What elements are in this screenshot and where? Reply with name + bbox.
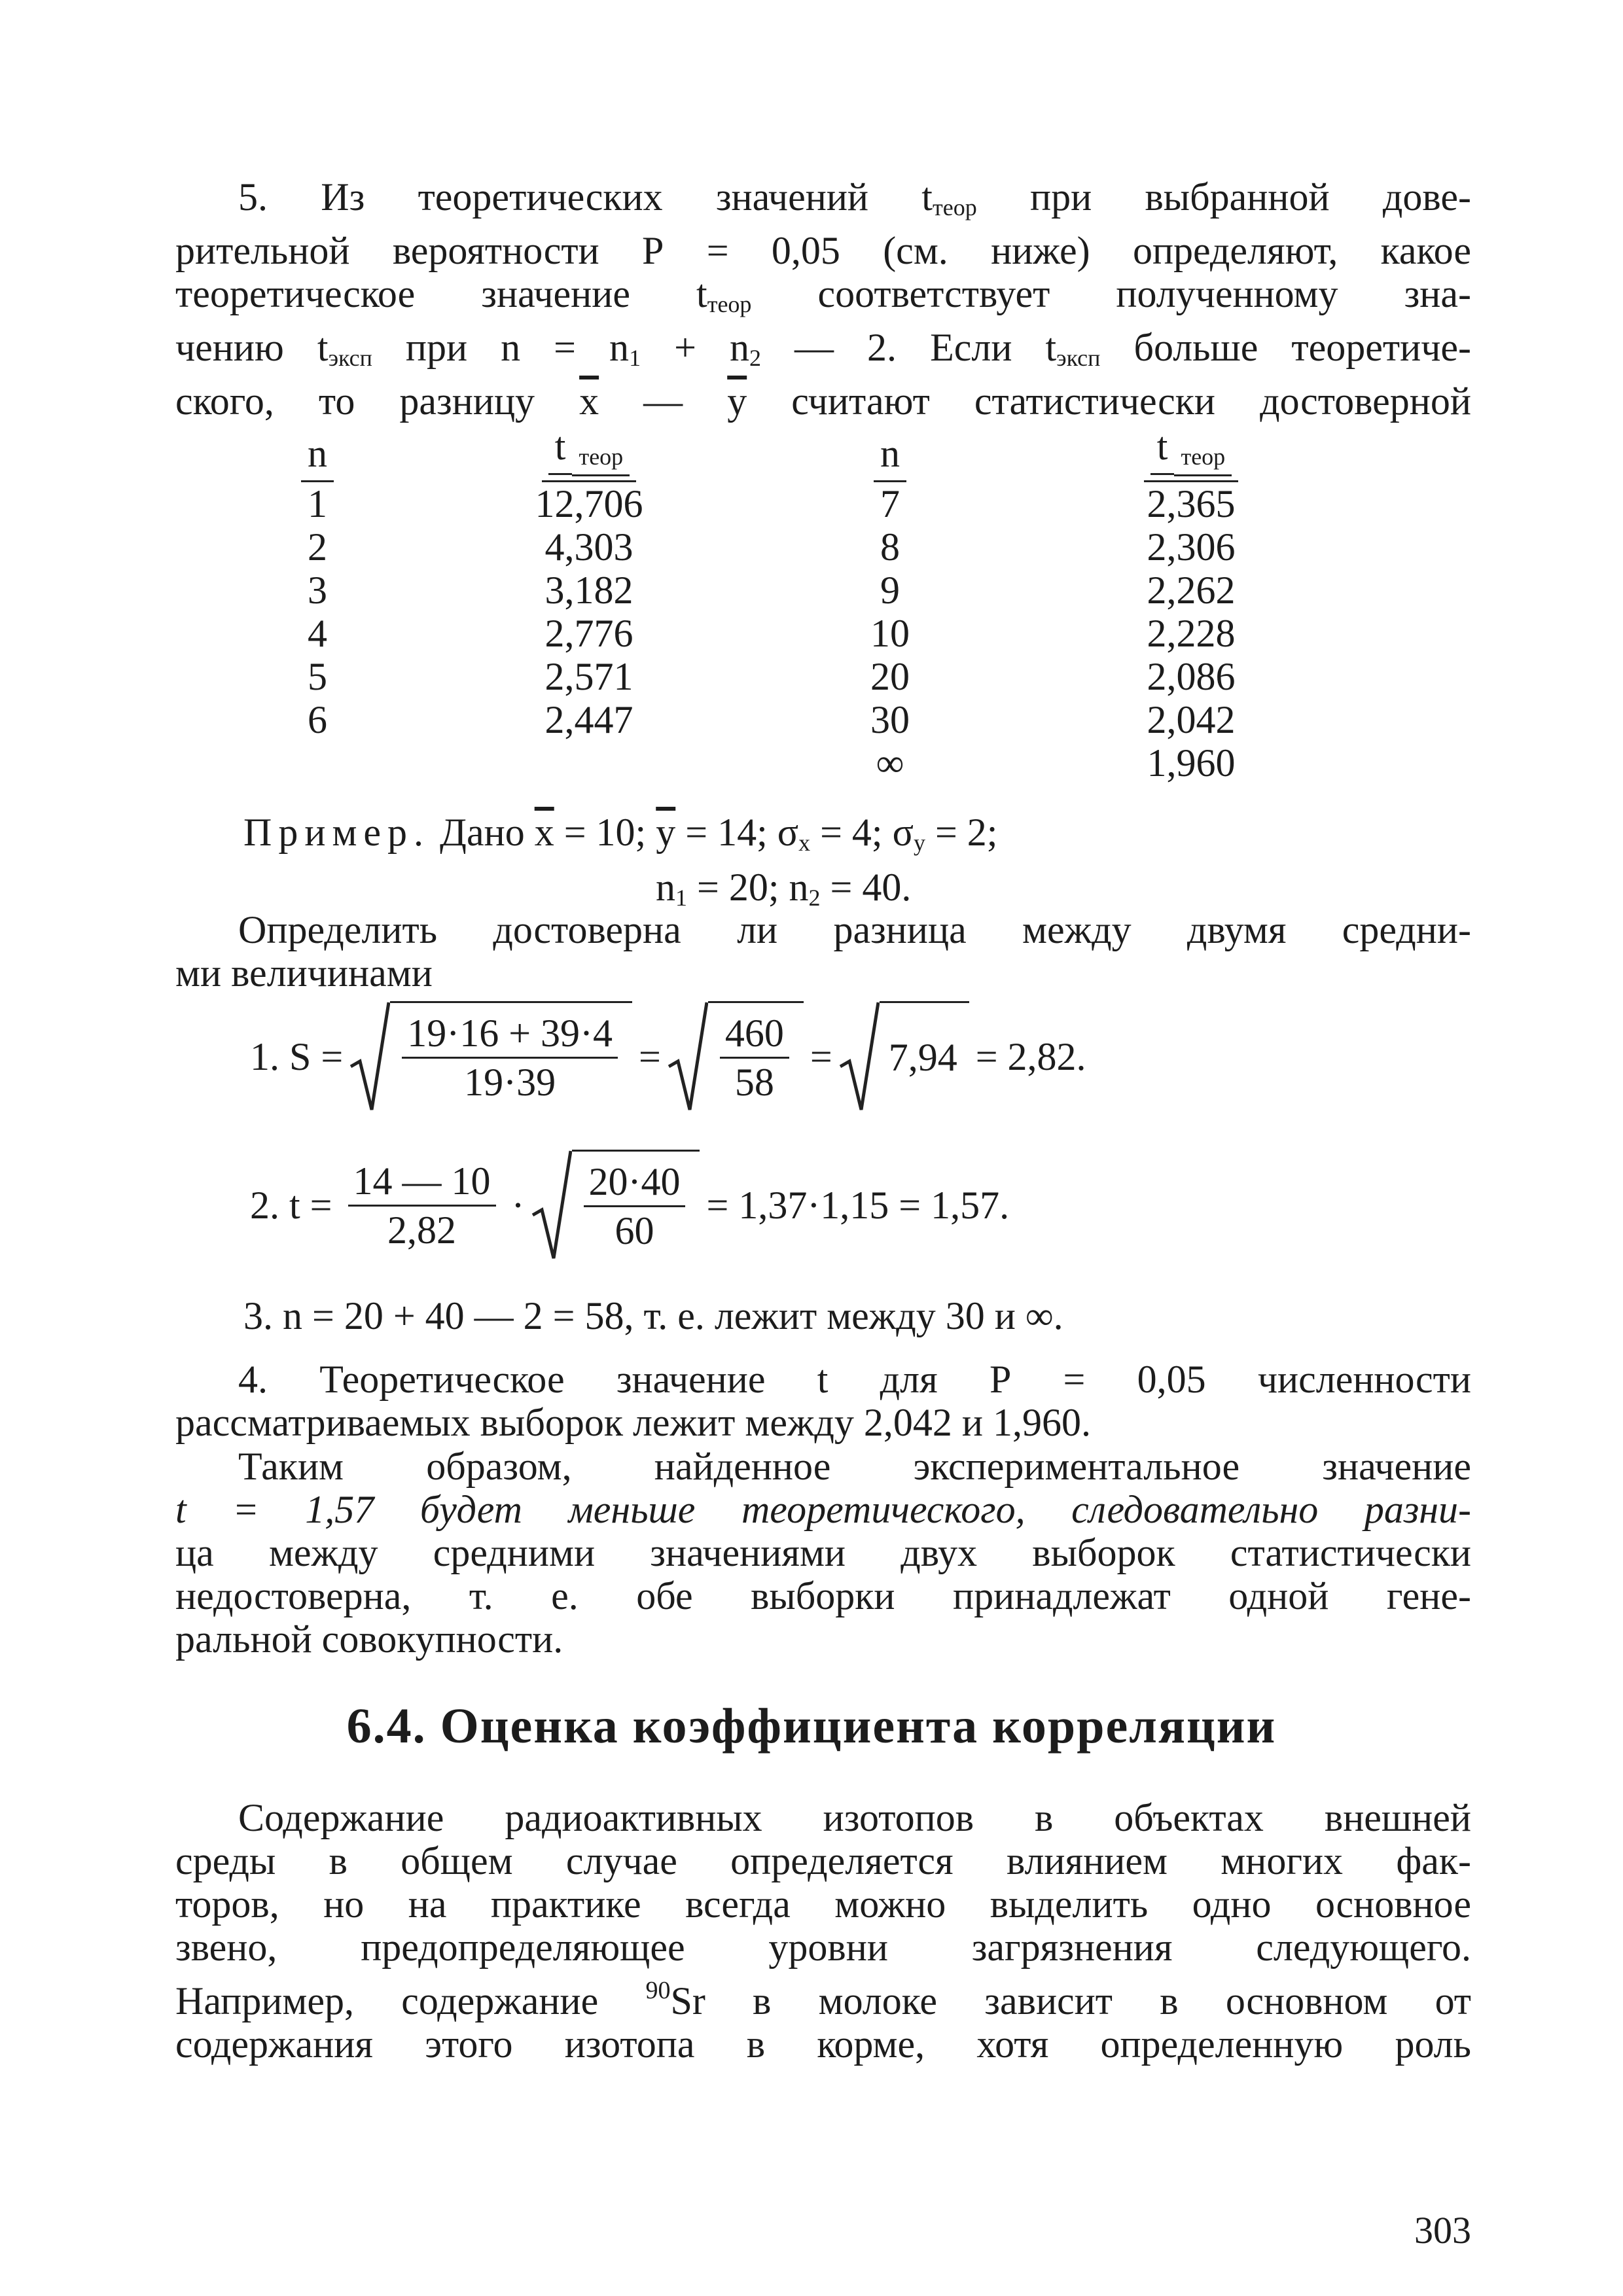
cell-t: 1,960 <box>1147 741 1236 785</box>
table-row <box>216 612 1361 655</box>
body-line: Например, содержание $^{90}$Sr в молоке зависит в основном от <box>175 1977 1471 2022</box>
intro-paragraph <box>175 175 1471 423</box>
sqrt-radical <box>668 1001 804 1112</box>
formula-result: = 1,37·1,15 = 1,57. <box>706 1183 1010 1227</box>
body-line: среды в общем случае определяется влиянием многих фак- <box>175 1839 1471 1882</box>
conclusion-line: ральной совокупности. <box>175 1617 563 1661</box>
sqrt-sign-icon <box>531 1150 572 1261</box>
table-row <box>216 698 1361 741</box>
sqrt-radical <box>531 1150 700 1261</box>
col-header-n: n <box>759 424 1021 482</box>
cell-t: 2,365 <box>1147 482 1236 525</box>
cell-n: 6 <box>308 698 327 741</box>
table-row <box>216 741 1361 785</box>
fraction: $\frac{14 — 10}{2,82}$ <box>348 1157 496 1254</box>
fraction: $\frac{19\cdot 16 + 39\cdot 4}{19\cdot 39}$ <box>402 1010 618 1106</box>
conclusion-line: недостоверна, т. е. обе выборки принадлежат одной гене- <box>175 1574 1471 1617</box>
t-value-table <box>216 424 1361 785</box>
table-row <box>216 569 1361 612</box>
fraction: $\frac{20\cdot 40}{60}$ <box>584 1158 686 1254</box>
sqrt-sign-icon <box>349 1001 390 1112</box>
table-row <box>216 655 1361 698</box>
cell-n: 2 <box>308 525 327 569</box>
question-line: Определить достоверна ли разница между двумя средни- <box>238 908 1471 951</box>
cell-t: 2,228 <box>1147 612 1236 655</box>
equals-sign: = <box>810 1034 832 1078</box>
sqrt-radical <box>349 1001 632 1112</box>
cell-t: 3,182 <box>544 569 633 612</box>
cell-t: 2,571 <box>544 655 633 698</box>
col-header-t: t теор <box>1021 424 1361 482</box>
cell-n: ∞ <box>876 741 904 785</box>
cell-t: 2,042 <box>1147 698 1236 741</box>
multiply-dot: · <box>511 1183 525 1227</box>
cell-n: 8 <box>880 525 900 569</box>
cell-empty <box>216 741 419 785</box>
table-header-row <box>216 424 1361 482</box>
intro-line: ского, то разницу $\overline{x}$ — $\overline{y}$ считают статистически достоверной <box>175 380 1471 423</box>
cell-t: 2,086 <box>1147 655 1236 698</box>
cell-n: 30 <box>870 698 910 741</box>
cell-n: 4 <box>308 612 327 655</box>
step4-line: рассматриваемых выборок лежит между 2,042 и 1,960. <box>175 1401 1092 1444</box>
formula-t <box>243 1146 1016 1264</box>
step-3: 3. n = 20 + 40 — 2 = 58, т. е. лежит между 30 и ∞. <box>243 1294 1063 1337</box>
formula-s <box>243 998 1093 1116</box>
body-line: Содержание радиоактивных изотопов в объектах внешней <box>238 1796 1471 1839</box>
table-row <box>216 525 1361 569</box>
fraction: $\frac{460}{58}$ <box>720 1010 789 1106</box>
cell-t: 2,306 <box>1147 525 1236 569</box>
formula-label: 2. t = <box>250 1183 332 1227</box>
table-row <box>216 482 1361 525</box>
equals-sign: = <box>639 1034 661 1078</box>
page-number: 303 <box>1414 2209 1471 2252</box>
sqrt-sign-icon <box>668 1001 708 1112</box>
cell-n: 1 <box>308 482 327 525</box>
cell-n: 3 <box>308 569 327 612</box>
example-line: Пример. Дано $\overline{x} = 10$; $\overline{y} = 14$; $\sigma_x = 4$; $\sigma_y = 2$; <box>243 811 998 856</box>
cell-n: 7 <box>880 482 900 525</box>
cell-t: 12,706 <box>535 482 643 525</box>
example-question <box>175 908 1471 995</box>
question-line: ми величинами <box>175 951 433 995</box>
conclusion-line: t = 1,57 будет меньше теоретического, следовательно разни- <box>175 1488 1471 1531</box>
cell-n: 9 <box>880 569 900 612</box>
col-header-n: n <box>216 424 419 482</box>
cell-t: 2,447 <box>544 698 633 741</box>
conclusion-paragraph <box>175 1445 1471 1661</box>
body-line: содержания этого изотопа в корме, хотя определенную роль <box>175 2022 1471 2066</box>
cell-n: 10 <box>870 612 910 655</box>
intro-line: теоретическое значение $t_{теор}$ соответствует полученному зна- <box>175 272 1471 317</box>
formula-result: = 2,82. <box>975 1034 1086 1078</box>
cell-n: 20 <box>870 655 910 698</box>
cell-t: 4,303 <box>544 525 633 569</box>
section-body-paragraph <box>175 1796 1471 2066</box>
step-4 <box>175 1358 1471 1444</box>
cell-t: 2,776 <box>544 612 633 655</box>
cell-empty <box>419 741 759 785</box>
conclusion-line: ца между средними значениями двух выборок статистически <box>175 1531 1471 1574</box>
col-header-t: t теор <box>419 424 759 482</box>
cell-n: 5 <box>308 655 327 698</box>
intro-line: чению $t_{эксп}$ при $n = n_1 + n_2$ — 2. Если $t_{эксп}$ больше теоретиче- <box>175 326 1471 371</box>
formula-label: 1. S = <box>250 1034 344 1078</box>
intro-line: 5. Из теоретических значений $t_{теор}$ при выбранной дове- <box>238 175 1471 221</box>
conclusion-line: Таким образом, найденное экспериментальное значение <box>238 1445 1471 1488</box>
body-line: звено, предопределяющее уровни загрязнения следующего. <box>175 1926 1471 1969</box>
example-line: $n_1 = 20$; $n_2 = 40$. <box>656 866 912 911</box>
body-line: торов, но на практике всегда можно выделить одно основное <box>175 1882 1471 1926</box>
cell-t: 2,262 <box>1147 569 1236 612</box>
sqrt-radical: 7,94 <box>839 1001 969 1112</box>
step4-line: 4. Теоретическое значение t для Р = 0,05 численности <box>238 1358 1471 1401</box>
section-heading: 6.4. Оценка коэффициента корреляции <box>346 1699 1277 1754</box>
intro-line: рительной вероятности Р = 0,05 (см. ниже) определяют, какое <box>175 229 1471 272</box>
example-given <box>243 810 1356 920</box>
sqrt-sign-icon <box>839 1001 880 1112</box>
